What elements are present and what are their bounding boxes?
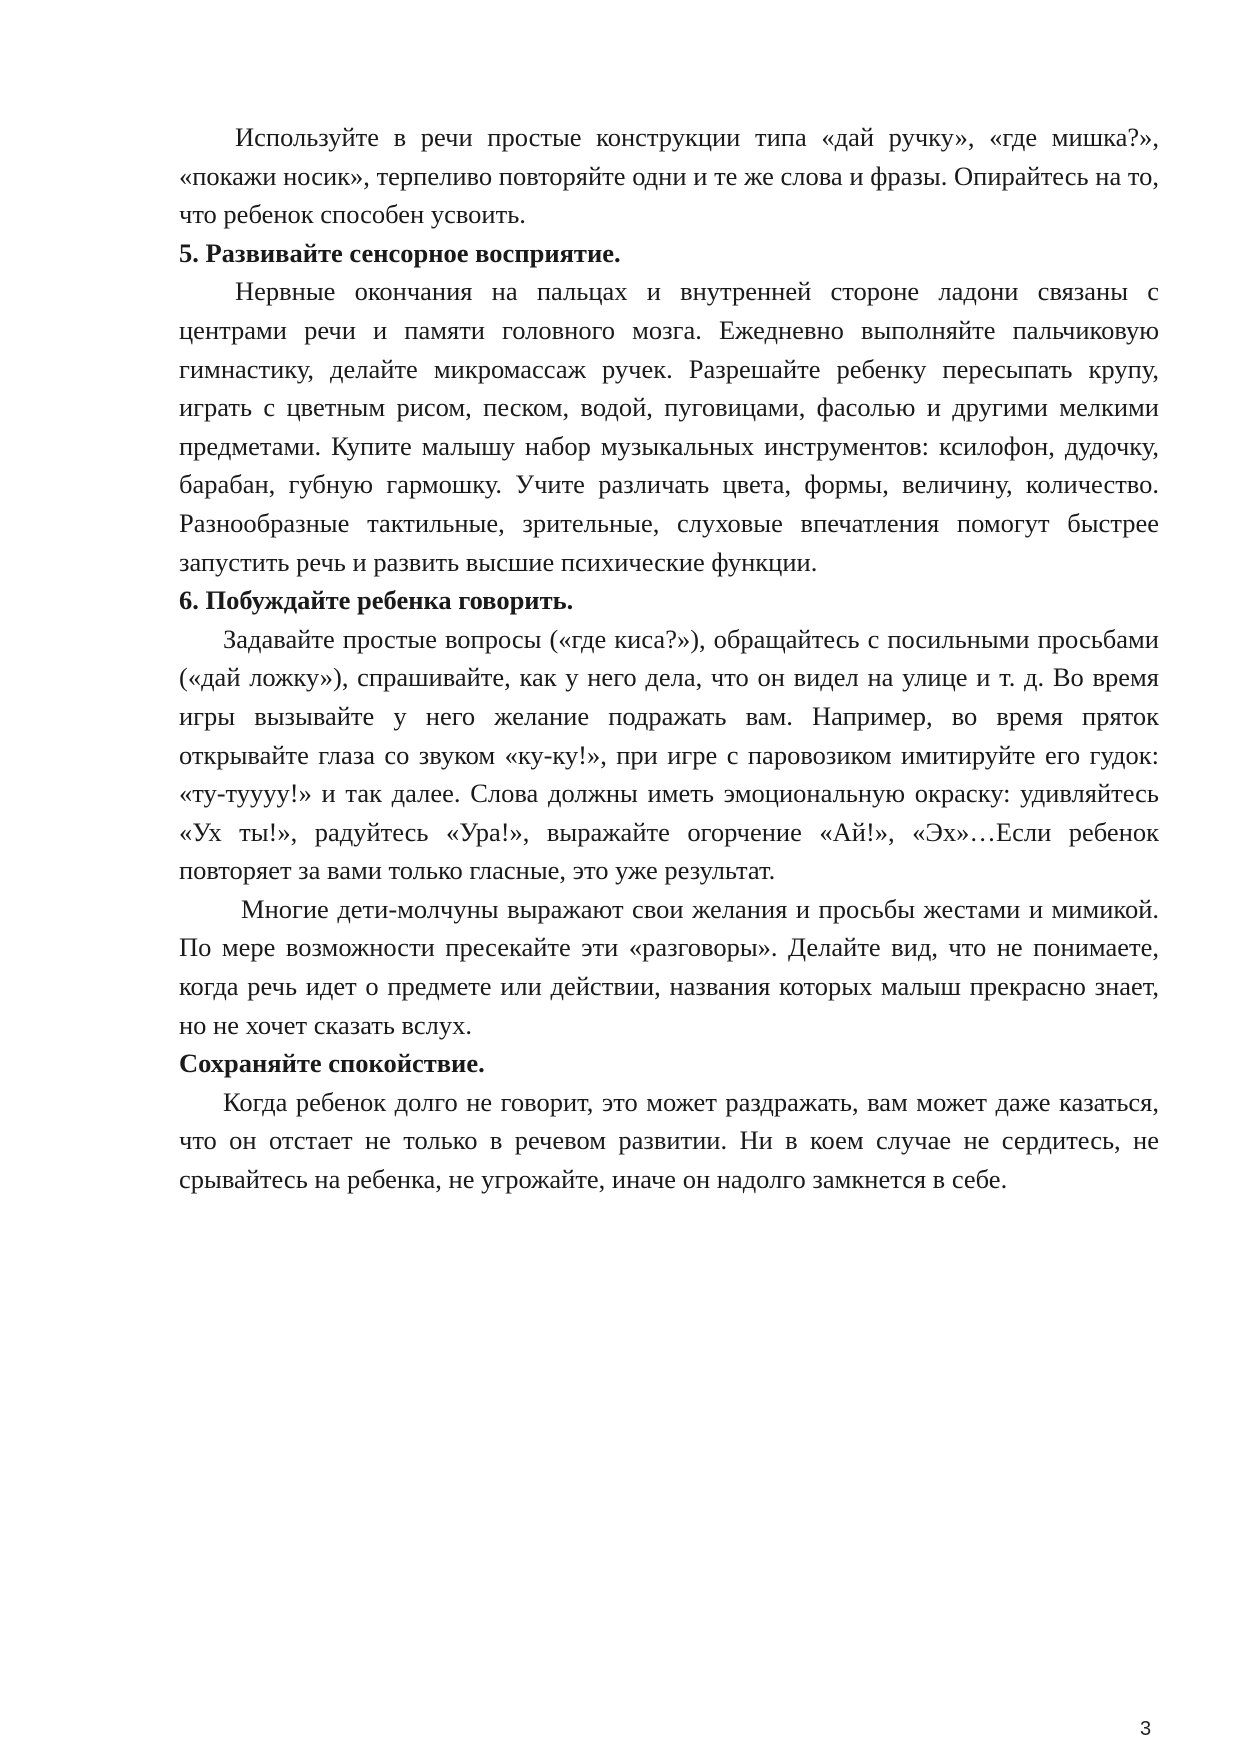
page-content [179, 118, 1159, 1199]
heading-sensory-perception: 5. Развивайте сенсорное восприятие. [179, 237, 621, 268]
paragraph-silent-children: Многие дети-молчуны выражают свои желания и просьбы жестами и мимикой. По мере возможности пресекайте эти «разговоры». Делайте вид, что не понимаете, когда речь идет о предмете или действии, названия которых малыш прекрасно знает, но не хочет сказать вслух. [179, 893, 1159, 1040]
paragraph-encourage-speaking: Задавайте простые вопросы («где киса?»), обращайтесь с посильными просьбами («дай ложку»), спрашивайте, как у него дела, что он видел на улице и т. д. Во время игры вызывайте у него желание подражать вам. Например, во время пряток открывайте глаза со звуком «ку-ку!», при игре с паровозиком имитируйте его гудок: «ту-туууу!» и так далее. Слова должны иметь эмоциональную окраску: удивляйтесь «Ух ты!», радуйтесь «Ура!», выражайте огорчение «Ай!», «Эх»…Если ребенок повторяет за вами только гласные, это уже результат. [179, 623, 1159, 886]
paragraph-sensory-development: Нервные окончания на пальцах и внутренней стороне ладони связаны с центрами речи и памяти головного мозга. Ежедневно выполняйте пальчиковую гимнастику, делайте микромассаж ручек. Разрешайте ребенку пересыпать крупу, играть с цветным рисом, песком, водой, пуговицами, фасолью и другими мелкими предметами. Купите малышу набор музыкальных инструментов: ксилофон, дудочку, барабан, губную гармошку. Учите различать цвета, формы, величину, количество. Разнообразные тактильные, зрительные, слуховые впечатления помогут быстрее запустить речь и развить высшие психические функции. [179, 276, 1159, 577]
heading-stay-calm: Сохраняйте спокойствие. [179, 1048, 485, 1079]
paragraph-stay-calm: Когда ребенок долго не говорит, это может раздражать, вам может даже казаться, что он отстает не только в речевом развитии. Ни в коем случае не сердитесь, не срывайтесь на ребенка, не угрожайте, иначе он надолго замкнется в себе. [179, 1086, 1159, 1195]
paragraph-speech-constructions: Используйте в речи простые конструкции типа «дай ручку», «где мишка?», «покажи носик», терпеливо повторяйте одни и те же слова и фразы. Опирайтесь на то, что ребенок способен усвоить. [179, 122, 1159, 230]
heading-encourage-speaking: 6. Побуждайте ребенка говорить. [179, 585, 574, 616]
page-number: 3 [1140, 1718, 1152, 1740]
